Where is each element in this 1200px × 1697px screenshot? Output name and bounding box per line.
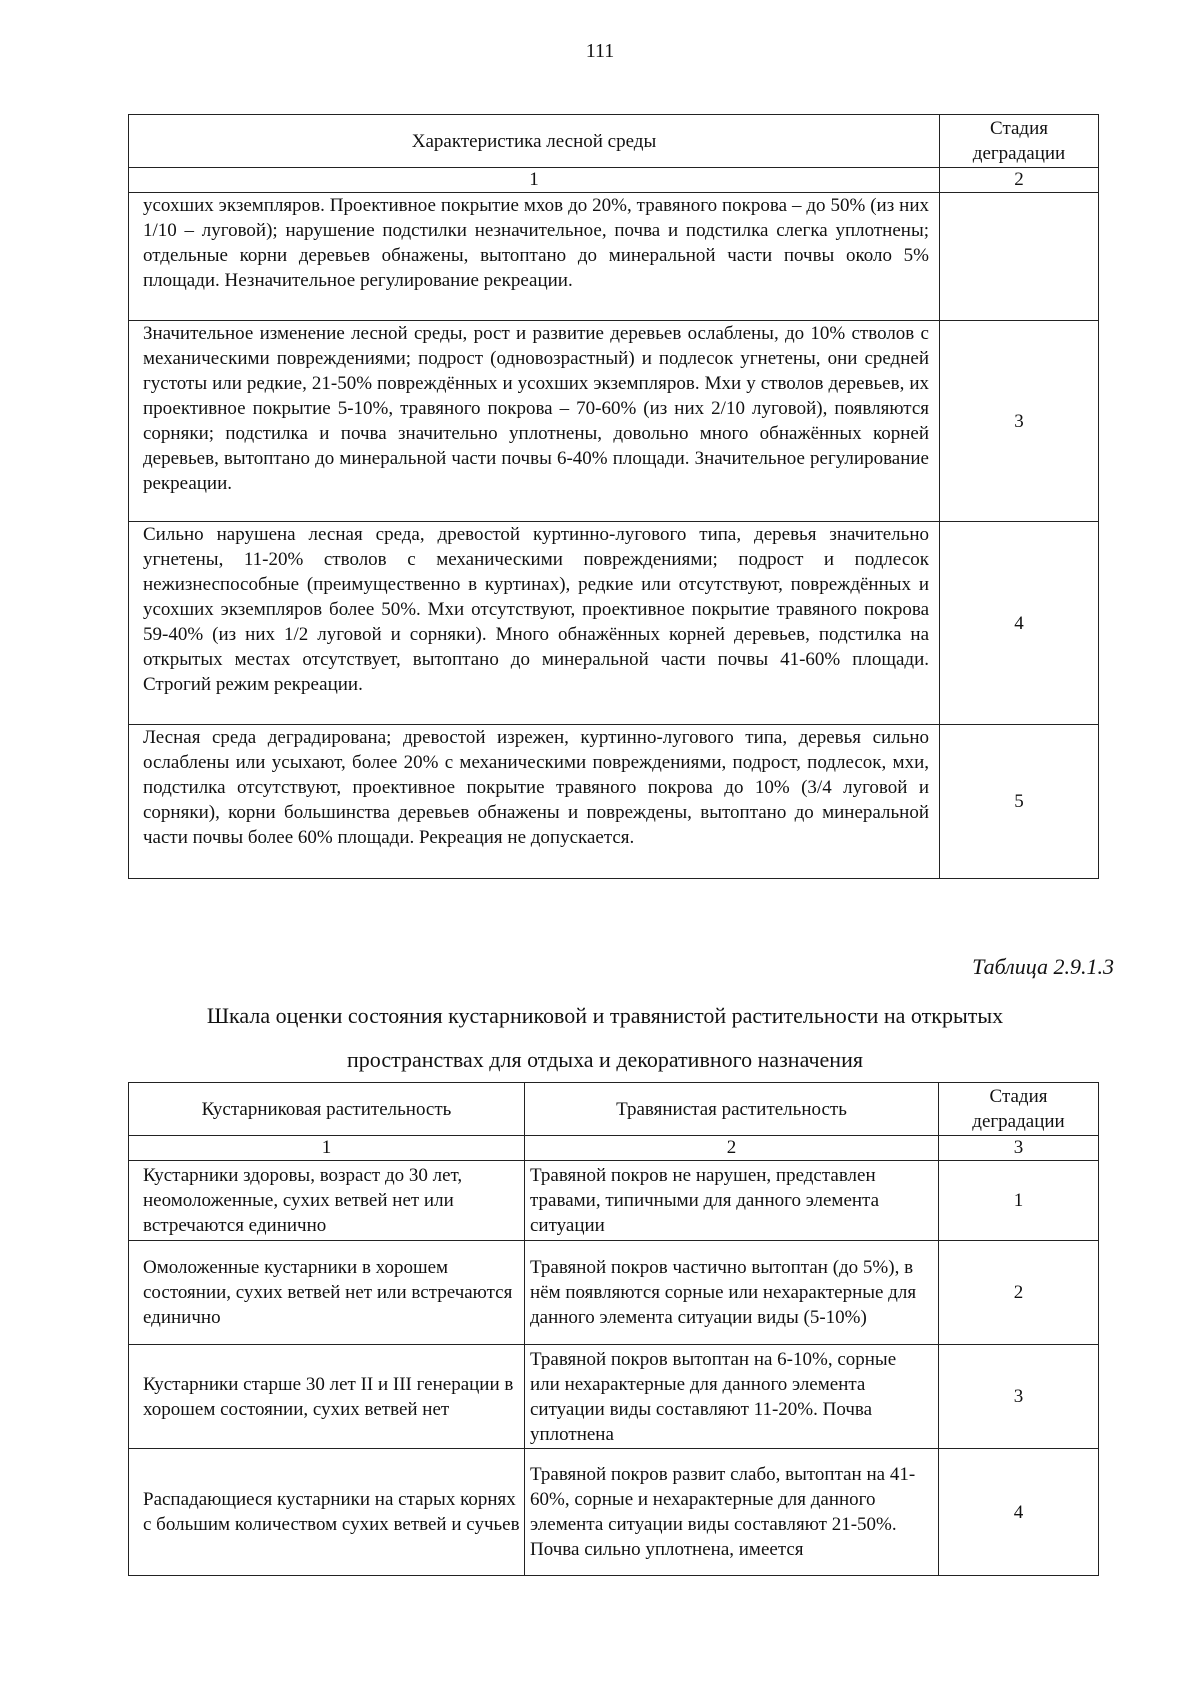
grass-description-text: Травяной покров развит слабо, вытоптан на 41-60%, сорные и нехарактерные для данного элемента ситуации виды составляют 21-50%. Почва сильно уплотнена, имеется xyxy=(530,1464,916,1560)
stage-value: 4 xyxy=(940,522,1099,725)
forest-degradation-table xyxy=(128,114,1099,879)
table-row xyxy=(129,725,1099,879)
column-number: 2 xyxy=(525,1136,939,1161)
stage-value: 5 xyxy=(940,725,1099,879)
stage-value: 2 xyxy=(939,1241,1099,1345)
shrub-description: Распадающиеся кустарники на старых корнях с большим количеством сухих ветвей и сучьев xyxy=(129,1449,525,1576)
column-header-stage xyxy=(940,115,1099,168)
column-number: 1 xyxy=(129,1136,525,1161)
shrub-grass-degradation-table xyxy=(128,1082,1099,1576)
column-header-forest: Характеристика лесной среды xyxy=(129,115,940,168)
column-number: 3 xyxy=(939,1136,1099,1161)
column-header-stage xyxy=(939,1083,1099,1136)
forest-description: усохших экземпляров. Проективное покрытие мхов до 20%, травяного покрова – до 50% (из них 1/10 – луговой); нарушение подстилки незначительное, почва и подстилка слегка уплотнены; отдельные корни деревьев обнажены, вытоптано до минеральной части почвы около 5% площади. Незначительное регулирование рекреации. xyxy=(129,193,940,321)
grass-description xyxy=(525,1161,939,1241)
forest-description: Значительное изменение лесной среды, рост и развитие деревьев ослаблены, до 10% стволов с механическими повреждениями; подрост (одновозрастный) и подлесок угнетены, они средней густоты или редкие, 21-50% повреждённых и усохших экземпляров. Мхи у стволов деревьев, их проективное покрытие 5-10%, травяного покрова – 70-60% (из них 2/10 луговой), появляются сорняки; подстилка и почва значительно уплотнены, довольно много обнажённых корней деревьев, вытоптано до минеральной части почвы 6-40% площади. Значительное регулирование рекреации. xyxy=(129,321,940,522)
table-header-row xyxy=(129,1083,1099,1136)
stage-value: 1 xyxy=(939,1161,1099,1241)
table-row xyxy=(129,1449,1099,1576)
column-number: 1 xyxy=(129,168,940,193)
column-number-row xyxy=(129,168,1099,193)
stage-value: 3 xyxy=(939,1345,1099,1449)
stage-value: 3 xyxy=(940,321,1099,522)
grass-description xyxy=(525,1345,939,1449)
shrub-description: Кустарники здоровы, возраст до 30 лет, неомоложенные, сухих ветвей нет или встречаются единично xyxy=(129,1161,525,1241)
grass-description xyxy=(525,1449,939,1576)
column-number-row xyxy=(129,1136,1099,1161)
stage-value: 4 xyxy=(939,1449,1099,1576)
column-header-stage-text: Стадия деградации xyxy=(972,118,1066,164)
table-row xyxy=(129,321,1099,522)
grass-description-text: Травяной покров не нарушен, представлен травами, типичными для данного элемента ситуации xyxy=(530,1165,880,1236)
forest-description: Лесная среда деградирована; древостой изрежен, куртинно-лугового типа, деревья сильно ослаблены или усыхают, более 20% с механическими повреждениями, подрост, подлесок, мхи, подстилка отсутствуют, проективное покрытие травяного покрова до 10% (3/4 луговой и сорняки), корни большинства деревьев обнажены и повреждены, вытоптано до минеральной части почвы более 60% площади. Рекреация не допускается. xyxy=(129,725,940,879)
column-number: 2 xyxy=(940,168,1099,193)
table-row xyxy=(129,1345,1099,1449)
table-row xyxy=(129,1241,1099,1345)
table-row xyxy=(129,193,1099,321)
table-title: Шкала оценки состояния кустарниковой и травянистой растительности на открытых пространствах для отдыха и декоративного назначения xyxy=(206,1003,1004,1072)
table-header-row xyxy=(129,115,1099,168)
shrub-description: Омоложенные кустарники в хорошем состоянии, сухих ветвей нет или встречаются единично xyxy=(129,1241,525,1345)
page-number: 111 xyxy=(585,40,615,62)
table-row xyxy=(129,1161,1099,1241)
grass-description-text: Травяной покров вытоптан на 6-10%, сорные или нехарактерные для данного элемента ситуации виды составляют 11-20%. Почва уплотнена xyxy=(530,1348,897,1445)
forest-description: Сильно нарушена лесная среда, древостой куртинно-лугового типа, деревья значительно угнетены, 11-20% стволов с механическими повреждениями; подрост и подлесок нежизнеспособные (преимущественно в куртинах), редкие или отсутствуют, повреждённых и усохших экземпляров более 50%. Мхи отсутствуют, проективное покрытие травяного покрова 59-40% (из них 1/2 луговой и сорняки). Много обнажённых корней деревьев, подстилка на открытых местах отсутствует, вытоптано до минеральной части почвы 41-60% площади. Строгий режим рекреации. xyxy=(129,522,940,725)
table-row xyxy=(129,522,1099,725)
grass-description-text: Травяной покров частично вытоптан (до 5%), в нём появляются сорные или нехарактерные для данного элемента ситуации виды (5-10%) xyxy=(530,1257,917,1328)
grass-description xyxy=(525,1241,939,1345)
column-header-shrub: Кустарниковая растительность xyxy=(129,1083,525,1136)
table-label: Таблица 2.9.1.3 xyxy=(972,954,1114,979)
column-header-stage-text: Стадия деградации xyxy=(972,1086,1065,1132)
column-header-grass: Травянистая растительность xyxy=(525,1083,939,1136)
stage-value xyxy=(940,193,1099,321)
shrub-description: Кустарники старше 30 лет II и III генерации в хорошем состоянии, сухих ветвей нет xyxy=(129,1345,525,1449)
